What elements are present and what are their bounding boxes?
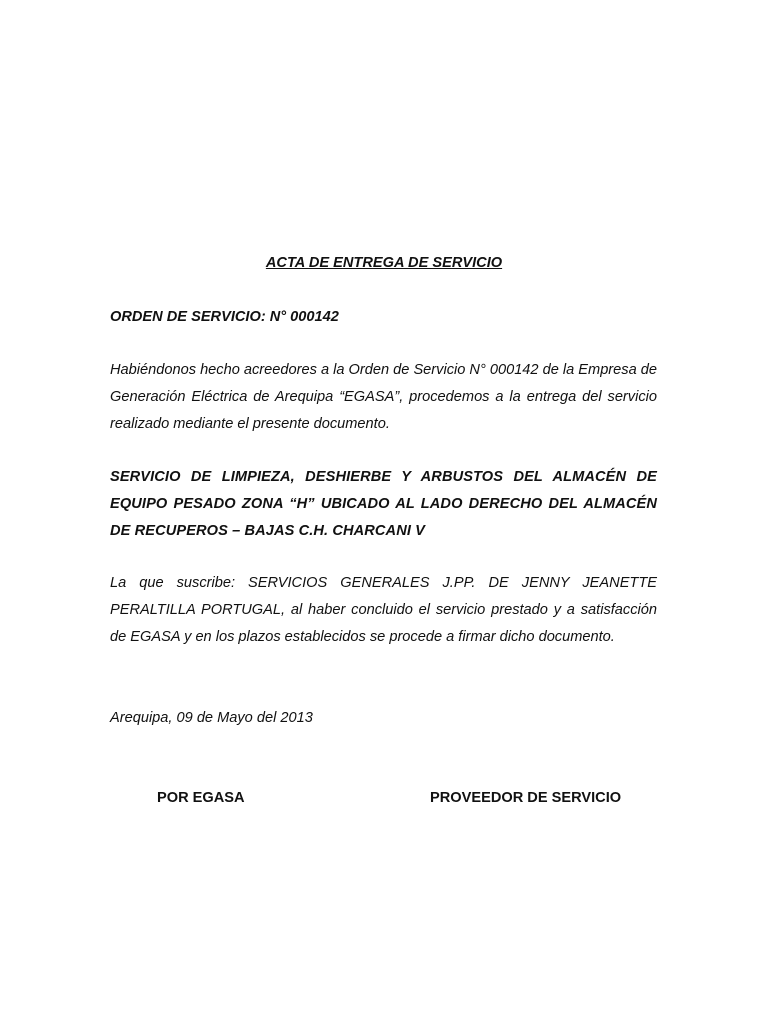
- intro-paragraph: Habiéndonos hecho acreedores a la Orden de Servicio N° 000142 de la Empresa de Generación Eléctrica de Arequipa “EGASA”, procedemos a la entrega del servicio realizado mediante el presente documento.: [110, 362, 657, 432]
- document-title: ACTA DE ENTREGA DE SERVICIO: [265, 255, 503, 271]
- service-description: SERVICIO DE LIMPIEZA, DESHIERBE Y ARBUSTOS DEL ALMACÉN DE EQUIPO PESADO ZONA “H” UBICADO AL LADO DERECHO DEL ALMACÉN DE RECUPEROS – BAJAS C.H. CHARCANI V: [110, 469, 657, 539]
- service-order-number: ORDEN DE SERVICIO: N° 000142: [110, 309, 339, 325]
- signature-provider: PROVEEDOR DE SERVICIO: [430, 790, 622, 806]
- signature-egasa: POR EGASA: [157, 790, 245, 806]
- provider-statement: La que suscribe: SERVICIOS GENERALES J.PP. DE JENNY JEANETTE PERALTILLA PORTUGAL, al haber concluido el servicio prestado y a satisfacción de EGASA y en los plazos establecidos se procede a firmar dicho documento.: [110, 575, 657, 645]
- date-line: Arequipa, 09 de Mayo del 2013: [110, 710, 313, 726]
